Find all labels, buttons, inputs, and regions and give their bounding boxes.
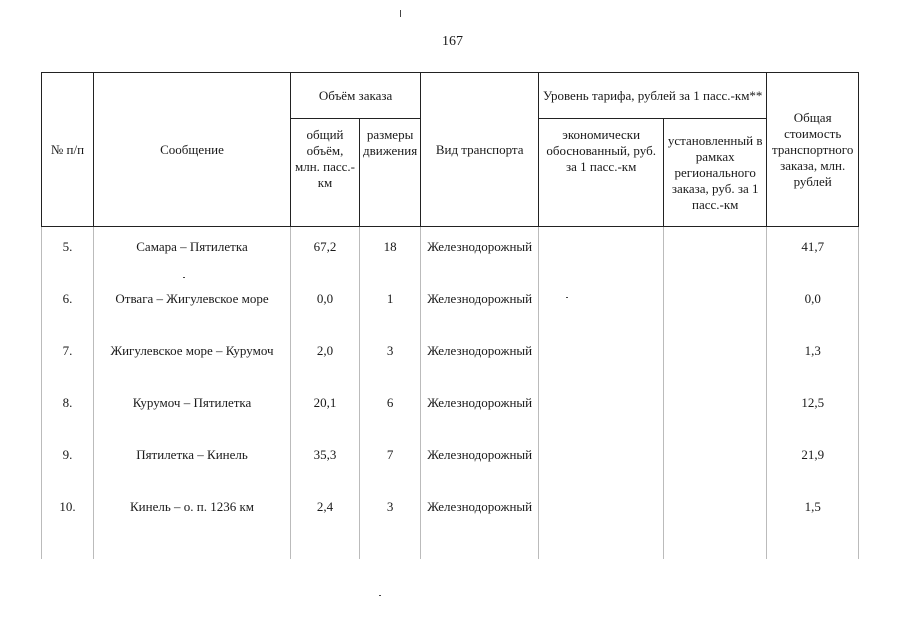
transport-tariff-table [41, 72, 859, 559]
volume-size: 18 [360, 239, 421, 291]
route-name: Пятилетка – Кинель [94, 447, 291, 499]
row-number: 10. [42, 499, 94, 559]
tariff-set [664, 447, 767, 499]
route-name: Жигулевское море – Курумоч [94, 343, 291, 395]
header-tariff-economic: экономически обоснованный, руб. за 1 пасс.-км [539, 119, 664, 227]
scan-mark [400, 10, 401, 17]
total-cost: 12,5 [767, 395, 859, 447]
table-row [42, 447, 859, 499]
transport-type: Железнодорожный [421, 239, 539, 291]
volume-size: 1 [360, 291, 421, 343]
volume-size: 3 [360, 343, 421, 395]
row-number: 7. [42, 343, 94, 395]
volume-total: 0,0 [291, 291, 360, 343]
row-number: 6. [42, 291, 94, 343]
volume-total: 20,1 [291, 395, 360, 447]
table-row [42, 239, 859, 291]
volume-total: 35,3 [291, 447, 360, 499]
tariff-economic [539, 239, 664, 291]
transport-type: Железнодорожный [421, 499, 539, 559]
tariff-economic [539, 343, 664, 395]
header-volume-size: размеры движения [360, 119, 421, 227]
row-number: 8. [42, 395, 94, 447]
header-route: Сообщение [94, 73, 291, 227]
route-name: Курумоч – Пятилетка [94, 395, 291, 447]
header-volume-group: Объём заказа [291, 73, 421, 119]
tariff-economic [539, 395, 664, 447]
page-number: 167 [442, 34, 463, 49]
table-row [42, 395, 859, 447]
route-name: Самара – Пятилетка [94, 239, 291, 291]
tariff-economic [539, 447, 664, 499]
transport-type: Железнодорожный [421, 395, 539, 447]
header-total-cost: Общая стоимость транспортного заказа, млн. рублей [767, 73, 859, 227]
row-number: 5. [42, 239, 94, 291]
volume-size: 7 [360, 447, 421, 499]
volume-total: 2,0 [291, 343, 360, 395]
volume-size: 6 [360, 395, 421, 447]
route-name: Кинель – о. п. 1236 км [94, 499, 291, 559]
tariff-economic [539, 499, 664, 559]
transport-type: Железнодорожный [421, 291, 539, 343]
header-tariff-set: установленный в рамках регионального заказа, руб. за 1 пасс.-км [664, 119, 767, 227]
total-cost: 1,3 [767, 343, 859, 395]
table-row [42, 343, 859, 395]
header-num: № п/п [42, 73, 94, 227]
row-number: 9. [42, 447, 94, 499]
route-name: Отвага – Жигулевское море [94, 291, 291, 343]
tariff-set [664, 291, 767, 343]
header-volume-total: общий объём, млн. пасс.-км [291, 119, 360, 227]
transport-type: Железнодорожный [421, 447, 539, 499]
total-cost: 1,5 [767, 499, 859, 559]
volume-total: 2,4 [291, 499, 360, 559]
tariff-set [664, 499, 767, 559]
tariff-economic [539, 291, 664, 343]
table-row [42, 499, 859, 559]
tariff-set [664, 343, 767, 395]
total-cost: 21,9 [767, 447, 859, 499]
header-transport: Вид транспорта [421, 73, 539, 227]
volume-size: 3 [360, 499, 421, 559]
tariff-set [664, 395, 767, 447]
scan-dot [379, 595, 381, 596]
table-row [42, 291, 859, 343]
header-tariff-group: Уровень тарифа, рублей за 1 пасс.-км** [539, 73, 767, 119]
tariff-set [664, 239, 767, 291]
total-cost: 0,0 [767, 291, 859, 343]
transport-type: Железнодорожный [421, 343, 539, 395]
volume-total: 67,2 [291, 239, 360, 291]
total-cost: 41,7 [767, 239, 859, 291]
